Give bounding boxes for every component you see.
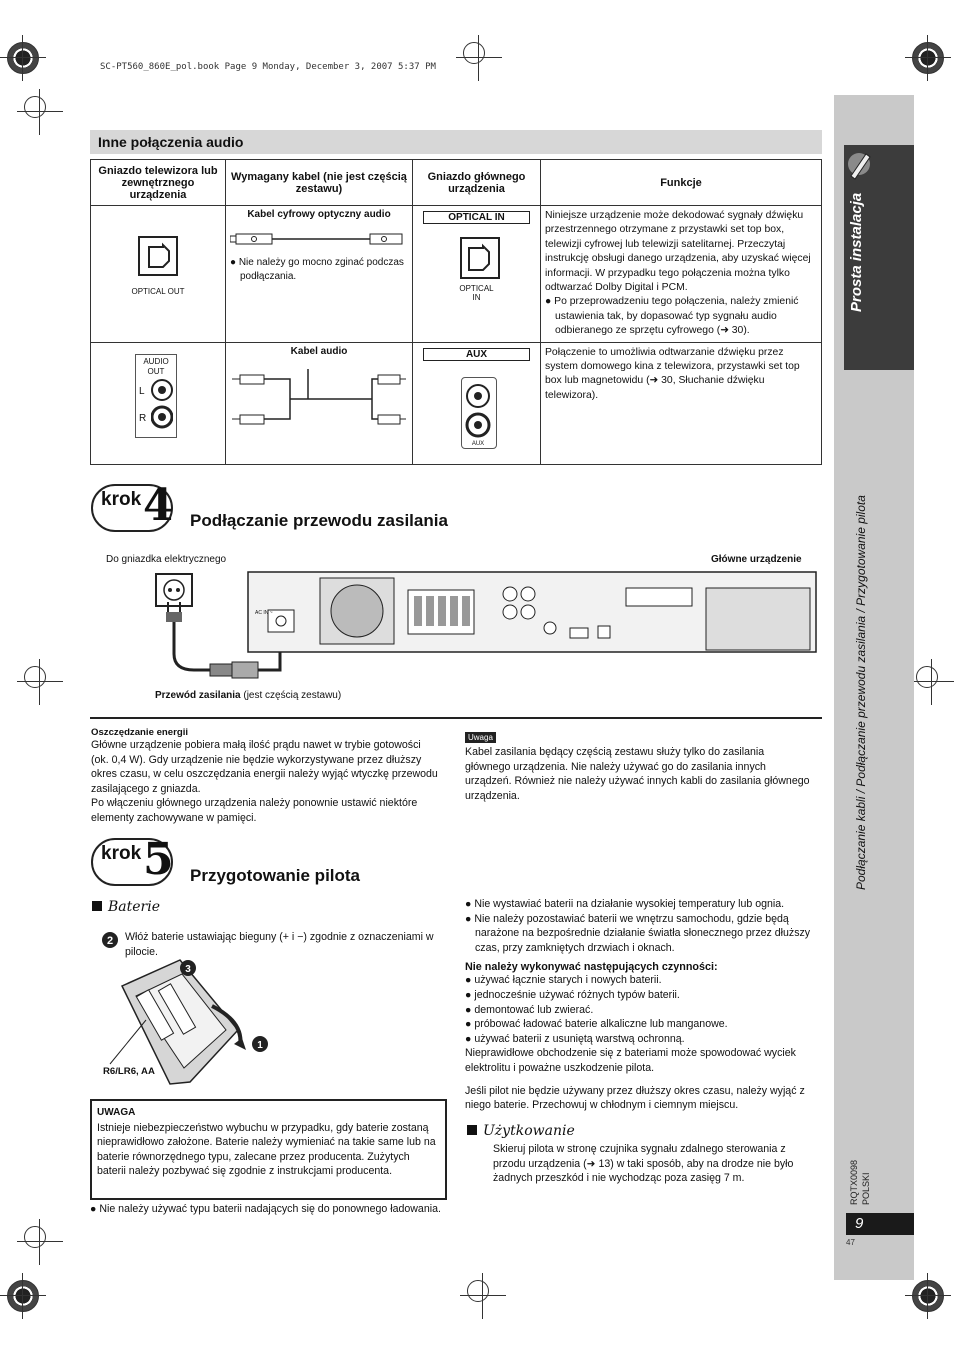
column-header: Gniazdo telewizora lub zewnętrznego urządzenia [91,160,226,206]
table-header-row [91,160,822,206]
sidebar-running-title: Podłączanie kabli / Podłączanie przewodu zasilania / Przygotowanie pilota [854,495,868,890]
dont-item: ● używać łącznie starych i nowych baterii. [465,974,662,987]
pencil-icon [846,148,872,188]
step-word: krok [101,489,142,510]
insert-instructions: Włóż baterie ustawiając bieguny (+ i −) zgodnie z oznaczeniami w pilocie. [125,931,434,958]
document-code-number: RQTX0098 [849,1159,859,1205]
device-jack-cell [91,342,226,464]
energy-saving-block [91,727,441,826]
divider [90,717,822,719]
device-jack-label: OPTICAL OUT [131,287,185,296]
svg-text:3: 3 [185,964,191,975]
precaution-item: ● Nie należy pozostawiać baterii we wnętrzu samochodu, gdzie będą narażone na bezpośrednie działanie światła słonecznego przez dłuższy czas, przy zamkniętych drzwiach i oknach. [465,912,811,954]
precaution-item: ● Nie wystawiać baterii na działanie wysokiej temperatury lub ognia. [465,898,785,910]
recharge-note: ● Nie należy używać typu baterii nadających się do ponownego ładowania. [90,1203,441,1215]
dont-item: ● demontować lub zwierać. [465,1003,594,1016]
usage-heading [467,1122,575,1140]
file-info-line: SC-PT560_860E_pol.book Page 9 Monday, December 3, 2007 5:37 PM [100,62,436,72]
cable-note-text: Nie należy go mocno zginać podczas podłączania. [238,257,404,282]
ac-in-label: AC IN ~ [255,610,273,616]
audio-out-label [135,357,177,377]
dont-heading: Nie należy wykonywać następujących czynności: [465,961,718,974]
dont-item: ● jednocześnie używać różnych typów baterii. [465,988,680,1001]
optical-cable-icon [230,226,408,250]
long-term-text: Jeśli pilot nie będzie używany przez dłuższy okres czasu, należy wyjąć z niego baterie. Przechowuj w chłodnym i ciemnym miejscu. [465,1084,805,1112]
step-title: Podłączanie przewodu zasilania [190,511,448,530]
note-tag: Uwaga [465,732,496,743]
audio-out-label-line: AUDIO [143,356,169,366]
function-text: Niniejsze urządzenie może dekodować sygnały dźwięku przestrzennego otrzymane z przystawki set top box, telewizji cyfrowej lub telewizji satelitarnej. Przeczytaj instrukcję obsługi danego urządzenia, aby uzyskać więcej informacji. W przypadku tego połączenia można tylko odtwarzać Dolby Digital i PCM. [545,210,811,294]
main-jack-cell [413,342,541,464]
energy-saving-text-2: Po włączeniu głównego urządzenia należy ponownie ustawić niektóre elementy zachowywane w pamięci. [91,797,418,824]
dont-item-text: próbować ładować baterie alkaliczne lub manganowe. [474,1018,728,1031]
sidebar-section-title: Prosta instalacja [848,192,865,312]
step-number: 4 [143,480,174,531]
power-cord-label-bold: Przewód zasilania [155,690,241,701]
main-jack-label [417,284,536,302]
step-badge [91,834,174,886]
cable-title: Kabel audio [290,345,348,357]
audio-out-label-line: OUT [147,366,165,376]
dont-item-text: używać baterii z usuniętą warstwą ochronną. [474,1032,685,1045]
table-row [91,342,822,464]
precaution-text: Nie należy pozostawiać baterii we wnętrzu samochodu, gdzie będą narażone na bezpośrednie działanie światła słonecznego przez dłuższy czas, przy zamkniętych drzwiach i oknach. [474,912,811,954]
aux-jack-icon [465,383,495,441]
cable-cell [226,206,413,343]
section-title: Inne połączenia audio [90,130,822,154]
registration-mark-icon [463,42,485,64]
main-unit-label: Główne urządzenie [711,554,802,565]
dont-item-text: jednocześnie używać różnych typów baterii. [474,988,680,1001]
step-word: krok [101,843,142,864]
right-channel-label: R [139,412,147,424]
main-jack-cell [413,206,541,343]
function-cell [541,342,822,464]
usage-text: Skieruj pilota w stronę czujnika sygnału zdalnego sterowania z przodu urządzenia (➜ 13) w taki sposób, aby na drodze nie było żadnych przeszkód i nie wychodząc poza zasięg 7 m. [493,1143,794,1185]
dont-item: ● używać baterii z usuniętą warstwą ochronną. [465,1032,685,1045]
step-badge [91,480,174,532]
power-cord-label-rest: (jest częścią zestawu) [240,690,342,701]
function-text: Połączenie to umożliwia odtwarzanie dźwięku przez system domowego kina z telewizora, przystawki set top box lub magnetowidu (➜ 30, Słuchanie dźwięku telewizora). [545,346,800,401]
audio-connections-table [90,159,822,465]
left-channel-label: L [139,385,145,397]
cable-title: Kabel cyfrowy optyczny audio [247,209,391,220]
power-connection-diagram [150,566,830,686]
square-bullet-icon [467,1125,477,1135]
document-language: POLSKI [861,1172,871,1205]
warning-title: UWAGA [97,1107,136,1118]
battery-precautions [465,897,815,1113]
registration-mark-icon [7,1280,39,1312]
aux-small-label: AUX [471,440,485,447]
page-number: 9 [846,1213,914,1235]
column-header: Funkcje [541,160,822,206]
page-sub-number: 47 [846,1238,855,1247]
batteries-heading [92,898,160,916]
warning-text: Istnieje niebezpieczeństwo wybuchu w przypadku, gdy baterie zostaną nieprawidłowo założone. Baterie należy wymieniać na takie same lub na baterie równorzędnego typu, zalecane przez producenta. Zużytych baterii należy pozbywać się zgodnie z instrukcjami producenta. [97,1121,436,1178]
registration-mark-icon [916,666,938,688]
precaution-text: Nie wystawiać baterii na działanie wysokiej temperatury lub ognia. [474,898,785,910]
column-header: Wymagany kabel (nie jest częścią zestawu) [226,160,413,206]
step-number: 5 [143,834,174,885]
registration-mark-icon [912,1280,944,1312]
energy-saving-title: Oszczędzanie energii [91,727,189,738]
socket-label: Do gniazdka elektrycznego [106,554,227,565]
jack-tag: OPTICAL IN [423,211,530,224]
batteries-heading-text: Baterie [108,899,161,915]
optical-in-jack-icon [417,234,535,284]
column-header: Gniazdo głównego urządzenia [413,160,541,206]
registration-mark-icon [467,1280,489,1302]
audio-cable-icon [230,363,408,443]
table-row [91,206,822,343]
svg-text:1: 1 [257,1040,263,1051]
main-jack-label-line: OPTICAL [459,284,494,293]
registration-mark-icon [7,42,39,74]
power-cord-label [155,690,341,701]
function-bullet-text: Po przeprowadzeniu tego połączenia, należy zmienić ustawienia tak, by dopasować typ sygnału audio odbieranego ze sprzętu cyfrowego (➜ 30). [554,296,799,337]
registration-mark-icon [24,666,46,688]
document-code [848,1160,872,1205]
energy-saving-text: Główne urządzenie pobiera małą ilość prądu nawet w trybie gotowości (ok. 0,4 W). Gdy urządzenie nie będzie wykorzystywane przez dłuższy okres czasu, w celu oszczędzania energii należy wyjąć wtyczkę przewodu zasilającego z gniazda. [91,739,438,795]
note-block [465,727,810,803]
note-text: Kabel zasilania będący częścią zestawu służy tylko do zasilania głównego urządzenia. Nie należy używać go do zasilania innych urządzeń. Również nie należy używać innych kabli do zasilania głównego urządzenia. [465,746,810,802]
function-bullet: ● Po przeprowadzeniu tego połączenia, należy zmienić ustawienia tak, by dopasować typ sygnału audio odbieranego ze sprzętu cyfrowego (➜ 30). [545,296,799,337]
warning-box [90,1099,447,1200]
dont-item-text: używać łącznie starych i nowych baterii. [474,974,662,987]
function-cell [541,206,822,343]
registration-mark-icon [912,42,944,74]
registration-mark-icon [24,96,46,118]
jack-tag: AUX [423,348,530,361]
usage-heading-text: Użytkowanie [483,1123,575,1139]
svg-text:2: 2 [106,935,114,947]
dont-item: ● próbować ładować baterie alkaliczne lub manganowe. [465,1018,728,1031]
rca-jack-icon [151,379,173,429]
misuse-text: Nieprawidłowe obchodzenie się z bateriami może spowodować wyciek elektrolitu i poważne uszkodzenie pilota. [465,1047,796,1074]
battery-type-label: R6/LR6, AA [103,1066,155,1077]
registration-mark-icon [24,1226,46,1248]
cable-note: ● Nie należy go mocno zginać podczas podłączania. [230,257,404,282]
main-jack-label-line: IN [472,293,481,302]
recharge-note-text: Nie należy używać typu baterii nadających się do ponownego ładowania. [99,1203,441,1215]
step-title: Przygotowanie pilota [190,866,361,885]
step-2-marker-icon [101,931,119,949]
dont-item-text: demontować lub zwierać. [474,1003,594,1016]
cable-cell [226,342,413,464]
square-bullet-icon [92,901,102,911]
device-jack-cell [91,206,226,343]
